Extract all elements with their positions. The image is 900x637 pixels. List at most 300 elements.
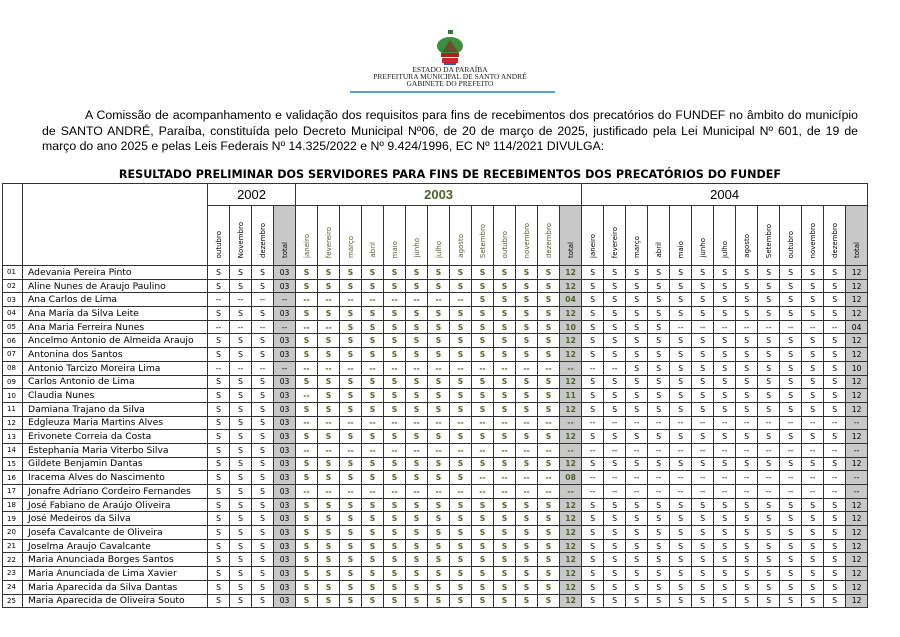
month-status-cell: S — [648, 375, 670, 389]
month-status-cell: S — [604, 293, 626, 307]
month-status-cell: S — [670, 498, 692, 512]
month-status-cell: S — [736, 279, 758, 293]
month-status-cell: S — [208, 307, 230, 321]
month-status-cell: S — [472, 348, 494, 362]
month-status-cell: -- — [582, 361, 604, 375]
month-status-cell: S — [384, 567, 406, 581]
month-status-cell: S — [780, 279, 802, 293]
month-status-cell: S — [780, 526, 802, 540]
month-status-cell: S — [670, 361, 692, 375]
table-row — [3, 266, 868, 280]
month-header — [780, 206, 802, 266]
month-status-cell: S — [450, 320, 472, 334]
month-status-cell: -- — [692, 416, 714, 430]
year-total-cell: 12 — [846, 567, 868, 581]
month-status-cell: S — [692, 402, 714, 416]
month-status-cell: -- — [670, 443, 692, 457]
month-status-cell: S — [780, 293, 802, 307]
year-total-cell: 03 — [274, 526, 296, 540]
month-status-cell: S — [626, 375, 648, 389]
month-status-cell: -- — [230, 293, 252, 307]
month-status-cell: -- — [340, 361, 362, 375]
month-status-cell: S — [780, 498, 802, 512]
month-status-cell: S — [318, 389, 340, 403]
month-status-cell: S — [758, 389, 780, 403]
month-status-cell: S — [450, 307, 472, 321]
month-status-cell: S — [472, 307, 494, 321]
month-status-cell: -- — [208, 293, 230, 307]
month-status-cell: S — [340, 348, 362, 362]
month-status-cell: S — [626, 389, 648, 403]
month-status-cell: -- — [626, 443, 648, 457]
year-total-cell: 03 — [274, 430, 296, 444]
month-status-cell: -- — [318, 443, 340, 457]
month-status-cell: S — [758, 539, 780, 553]
month-status-cell: S — [582, 334, 604, 348]
month-status-cell: S — [670, 580, 692, 594]
month-status-cell: S — [736, 361, 758, 375]
table-row — [3, 457, 868, 471]
month-status-cell: S — [516, 539, 538, 553]
year-total-cell: 03 — [274, 375, 296, 389]
month-status-cell: S — [538, 320, 560, 334]
employee-name: Josefa Cavalcante de Oliveira — [23, 526, 208, 540]
month-status-cell: S — [538, 375, 560, 389]
row-number: 06 — [3, 334, 23, 348]
month-status-cell: S — [604, 594, 626, 608]
month-status-cell: S — [516, 430, 538, 444]
month-status-cell: S — [758, 498, 780, 512]
month-status-cell: S — [516, 526, 538, 540]
month-status-cell: S — [692, 266, 714, 280]
month-header — [670, 206, 692, 266]
month-status-cell: S — [538, 334, 560, 348]
month-status-cell: S — [626, 567, 648, 581]
month-status-cell: -- — [582, 471, 604, 485]
month-status-cell: S — [648, 402, 670, 416]
month-status-cell: S — [406, 348, 428, 362]
month-status-cell: -- — [516, 443, 538, 457]
year-total-cell: -- — [846, 471, 868, 485]
year-total-cell: 04 — [560, 293, 582, 307]
month-status-cell: S — [824, 457, 846, 471]
month-status-cell: S — [340, 512, 362, 526]
month-status-cell: S — [450, 279, 472, 293]
month-status-cell: S — [384, 471, 406, 485]
month-status-cell: S — [670, 348, 692, 362]
month-status-cell: S — [406, 594, 428, 608]
month-status-cell: S — [252, 594, 274, 608]
month-status-cell: S — [450, 375, 472, 389]
month-status-cell: S — [450, 512, 472, 526]
month-status-cell: S — [252, 498, 274, 512]
month-status-cell: S — [692, 580, 714, 594]
row-number: 24 — [3, 580, 23, 594]
month-status-cell: S — [670, 334, 692, 348]
month-status-cell: -- — [582, 485, 604, 499]
month-status-cell: S — [582, 567, 604, 581]
month-status-cell: -- — [824, 485, 846, 499]
year-total-cell: 03 — [274, 539, 296, 553]
month-status-cell: S — [428, 539, 450, 553]
month-status-cell: S — [494, 512, 516, 526]
letterhead-office: GABINETE DO PREFEITO — [406, 79, 494, 88]
year-total-cell: 04 — [846, 320, 868, 334]
month-status-cell: S — [384, 457, 406, 471]
month-status-cell: S — [538, 567, 560, 581]
month-status-cell: S — [648, 293, 670, 307]
month-status-cell: S — [362, 389, 384, 403]
month-status-cell: S — [208, 430, 230, 444]
month-status-cell: S — [230, 580, 252, 594]
month-status-cell: S — [208, 471, 230, 485]
month-status-cell: S — [626, 334, 648, 348]
month-status-cell: S — [714, 307, 736, 321]
year-total-cell: 12 — [560, 266, 582, 280]
month-status-cell: -- — [406, 416, 428, 430]
month-status-cell: S — [714, 348, 736, 362]
employee-name: Erivonete Correia da Costa — [23, 430, 208, 444]
month-status-cell: S — [318, 498, 340, 512]
month-status-cell: S — [296, 348, 318, 362]
month-header — [758, 206, 780, 266]
year-total-cell: 12 — [846, 334, 868, 348]
month-status-cell: S — [802, 539, 824, 553]
month-status-cell: S — [670, 567, 692, 581]
month-status-cell: -- — [626, 416, 648, 430]
month-status-cell: S — [758, 580, 780, 594]
month-status-cell: S — [692, 375, 714, 389]
year-total-cell: 12 — [560, 334, 582, 348]
month-status-cell: -- — [340, 443, 362, 457]
month-status-cell: S — [384, 402, 406, 416]
year-total-cell: 03 — [274, 402, 296, 416]
month-status-cell: S — [538, 348, 560, 362]
month-status-cell: S — [450, 389, 472, 403]
month-status-cell: S — [472, 266, 494, 280]
year-total-cell: 03 — [274, 416, 296, 430]
year-total-cell: 03 — [274, 471, 296, 485]
month-status-cell: S — [318, 279, 340, 293]
month-status-cell: S — [208, 594, 230, 608]
month-status-cell: S — [406, 457, 428, 471]
month-status-cell: S — [736, 498, 758, 512]
month-status-cell: S — [450, 266, 472, 280]
month-status-cell: S — [230, 389, 252, 403]
month-status-cell: S — [296, 457, 318, 471]
month-status-cell: S — [340, 526, 362, 540]
table-row — [3, 361, 868, 375]
month-status-cell: S — [780, 539, 802, 553]
month-status-cell: S — [406, 471, 428, 485]
year-total-cell: 12 — [560, 580, 582, 594]
month-status-cell: S — [318, 307, 340, 321]
month-status-cell: -- — [780, 443, 802, 457]
month-status-cell: S — [670, 594, 692, 608]
month-status-cell: S — [802, 580, 824, 594]
month-status-cell: S — [472, 430, 494, 444]
month-header — [318, 206, 340, 266]
month-header — [714, 206, 736, 266]
month-status-cell: S — [758, 402, 780, 416]
month-status-cell: S — [362, 471, 384, 485]
row-number: 23 — [3, 567, 23, 581]
year-total-cell: -- — [274, 293, 296, 307]
year-total-cell: 10 — [560, 320, 582, 334]
month-status-cell: -- — [450, 443, 472, 457]
table-row — [3, 594, 868, 608]
month-status-cell: -- — [406, 293, 428, 307]
year-total-cell: -- — [560, 416, 582, 430]
month-status-cell: S — [626, 539, 648, 553]
month-status-cell: S — [362, 307, 384, 321]
month-status-cell: S — [714, 512, 736, 526]
month-header — [208, 206, 230, 266]
month-status-cell: S — [692, 498, 714, 512]
month-status-cell: S — [406, 279, 428, 293]
month-status-cell: S — [736, 457, 758, 471]
year-total-cell: 12 — [560, 498, 582, 512]
year-total-cell: -- — [274, 320, 296, 334]
month-status-cell: S — [318, 539, 340, 553]
month-status-cell: -- — [824, 320, 846, 334]
row-number: 22 — [3, 553, 23, 567]
month-status-cell: S — [758, 430, 780, 444]
month-status-cell: S — [384, 389, 406, 403]
month-status-cell: S — [340, 539, 362, 553]
month-status-cell: -- — [802, 485, 824, 499]
month-status-cell: S — [758, 567, 780, 581]
month-status-cell: S — [692, 389, 714, 403]
total-header — [846, 206, 868, 266]
month-status-cell: S — [516, 266, 538, 280]
row-number: 13 — [3, 430, 23, 444]
month-status-cell: S — [450, 594, 472, 608]
row-number: 18 — [3, 498, 23, 512]
month-status-cell: S — [692, 526, 714, 540]
month-status-cell: S — [780, 266, 802, 280]
row-number: 01 — [3, 266, 23, 280]
month-header — [494, 206, 516, 266]
month-status-cell: -- — [714, 471, 736, 485]
month-status-cell: S — [538, 498, 560, 512]
month-status-cell: S — [230, 348, 252, 362]
year-total-cell: 12 — [560, 430, 582, 444]
month-status-cell: S — [736, 430, 758, 444]
month-status-cell: S — [208, 334, 230, 348]
month-status-cell: S — [428, 471, 450, 485]
month-status-cell: -- — [318, 320, 340, 334]
month-status-cell: S — [230, 539, 252, 553]
month-status-cell: S — [648, 512, 670, 526]
month-status-cell: S — [582, 348, 604, 362]
month-status-cell: S — [428, 375, 450, 389]
month-status-cell: -- — [450, 416, 472, 430]
month-status-cell: S — [450, 526, 472, 540]
month-status-cell: S — [670, 430, 692, 444]
month-status-cell: S — [692, 279, 714, 293]
month-status-cell: S — [626, 266, 648, 280]
employee-name: Carlos Antonio de Lima — [23, 375, 208, 389]
year-total-cell: 12 — [846, 279, 868, 293]
month-status-cell: -- — [824, 443, 846, 457]
row-number: 04 — [3, 307, 23, 321]
month-status-cell: S — [582, 553, 604, 567]
employee-name: Maria Aparecida de Oliveira Souto — [23, 594, 208, 608]
year-total-cell: 12 — [560, 512, 582, 526]
employee-name: Estephania Maria Viterbo Silva — [23, 443, 208, 457]
month-status-cell: S — [230, 307, 252, 321]
month-status-cell: S — [780, 553, 802, 567]
month-status-cell: S — [648, 580, 670, 594]
year-total-cell: 12 — [846, 594, 868, 608]
month-label: Setembro — [478, 223, 487, 258]
month-status-cell: -- — [428, 443, 450, 457]
table-row — [3, 526, 868, 540]
month-status-cell: S — [208, 389, 230, 403]
month-header — [824, 206, 846, 266]
month-status-cell: S — [692, 293, 714, 307]
month-status-cell: S — [516, 320, 538, 334]
month-status-cell: -- — [692, 471, 714, 485]
month-status-cell: S — [648, 594, 670, 608]
month-status-cell: S — [604, 279, 626, 293]
month-status-cell: -- — [780, 416, 802, 430]
month-status-cell: S — [758, 279, 780, 293]
month-status-cell: S — [648, 334, 670, 348]
month-status-cell: S — [714, 580, 736, 594]
month-status-cell: S — [538, 512, 560, 526]
month-header — [406, 206, 428, 266]
month-status-cell: S — [736, 402, 758, 416]
month-status-cell: S — [582, 389, 604, 403]
month-status-cell: S — [450, 402, 472, 416]
table-row — [3, 375, 868, 389]
year-total-cell: -- — [846, 416, 868, 430]
month-status-cell: S — [340, 389, 362, 403]
month-status-cell: S — [516, 389, 538, 403]
year-total-cell: 12 — [846, 539, 868, 553]
year-total-cell: -- — [846, 485, 868, 499]
month-status-cell: S — [450, 498, 472, 512]
month-status-cell: S — [428, 594, 450, 608]
month-status-cell: S — [384, 279, 406, 293]
month-status-cell: S — [472, 402, 494, 416]
year-total-cell: 12 — [846, 266, 868, 280]
month-status-cell: S — [692, 594, 714, 608]
month-header — [296, 206, 318, 266]
month-status-cell: S — [802, 512, 824, 526]
month-status-cell: S — [648, 553, 670, 567]
month-status-cell: -- — [516, 485, 538, 499]
month-status-cell: S — [362, 334, 384, 348]
year-total-cell: 12 — [846, 348, 868, 362]
month-status-cell: -- — [802, 320, 824, 334]
month-status-cell: -- — [296, 485, 318, 499]
month-status-cell: S — [648, 389, 670, 403]
month-status-cell: S — [736, 375, 758, 389]
month-status-cell: S — [538, 580, 560, 594]
month-status-cell: S — [516, 402, 538, 416]
month-status-cell: S — [252, 553, 274, 567]
month-status-cell: S — [626, 402, 648, 416]
month-status-cell: S — [714, 389, 736, 403]
month-status-cell: S — [230, 375, 252, 389]
month-status-cell: S — [472, 389, 494, 403]
month-header — [428, 206, 450, 266]
month-status-cell: -- — [428, 361, 450, 375]
month-status-cell: -- — [428, 416, 450, 430]
month-status-cell: S — [538, 293, 560, 307]
month-status-cell: S — [340, 266, 362, 280]
month-label: novembro — [522, 222, 531, 258]
month-status-cell: -- — [538, 471, 560, 485]
table-row — [3, 279, 868, 293]
month-status-cell: -- — [450, 485, 472, 499]
year-total-cell: -- — [846, 443, 868, 457]
month-label: janeiro — [588, 234, 597, 258]
month-status-cell: S — [692, 348, 714, 362]
month-label: março — [346, 236, 355, 258]
month-status-cell: S — [758, 266, 780, 280]
month-header — [538, 206, 560, 266]
month-status-cell: S — [802, 293, 824, 307]
month-status-cell: S — [604, 266, 626, 280]
results-table — [2, 183, 868, 608]
month-status-cell: S — [516, 307, 538, 321]
month-label: agosto — [456, 234, 465, 258]
month-status-cell: S — [626, 580, 648, 594]
month-status-cell: S — [340, 307, 362, 321]
employee-name: Joselma Araujo Cavalcante — [23, 539, 208, 553]
month-status-cell: S — [692, 307, 714, 321]
month-status-cell: S — [780, 567, 802, 581]
month-status-cell: -- — [318, 416, 340, 430]
month-status-cell: S — [406, 539, 428, 553]
month-status-cell: -- — [230, 320, 252, 334]
month-status-cell: S — [758, 594, 780, 608]
row-number: 12 — [3, 416, 23, 430]
employee-name: Iracema Alves do Nascimento — [23, 471, 208, 485]
month-status-cell: S — [296, 594, 318, 608]
month-status-cell: S — [802, 526, 824, 540]
employee-name: Adevania Pereira Pinto — [23, 266, 208, 280]
year-total-cell: 03 — [274, 512, 296, 526]
month-status-cell: S — [736, 526, 758, 540]
month-status-cell: S — [648, 307, 670, 321]
month-status-cell: S — [230, 471, 252, 485]
month-status-cell: S — [824, 580, 846, 594]
month-status-cell: S — [714, 553, 736, 567]
month-label: dezembro — [258, 223, 267, 258]
month-status-cell: S — [252, 457, 274, 471]
month-label: Setembro — [764, 223, 773, 258]
month-status-cell: S — [626, 320, 648, 334]
month-status-cell: S — [252, 471, 274, 485]
month-status-cell: S — [494, 293, 516, 307]
month-status-cell: S — [538, 307, 560, 321]
month-status-cell: S — [384, 348, 406, 362]
employee-name: Antonina dos Santos — [23, 348, 208, 362]
month-status-cell: -- — [362, 443, 384, 457]
month-status-cell: S — [604, 334, 626, 348]
month-status-cell: S — [538, 389, 560, 403]
employee-name: Antonio Tarcizo Moreira Lima — [23, 361, 208, 375]
month-status-cell: S — [318, 402, 340, 416]
year-total-cell: 12 — [560, 279, 582, 293]
month-status-cell: S — [472, 498, 494, 512]
month-status-cell: -- — [758, 320, 780, 334]
